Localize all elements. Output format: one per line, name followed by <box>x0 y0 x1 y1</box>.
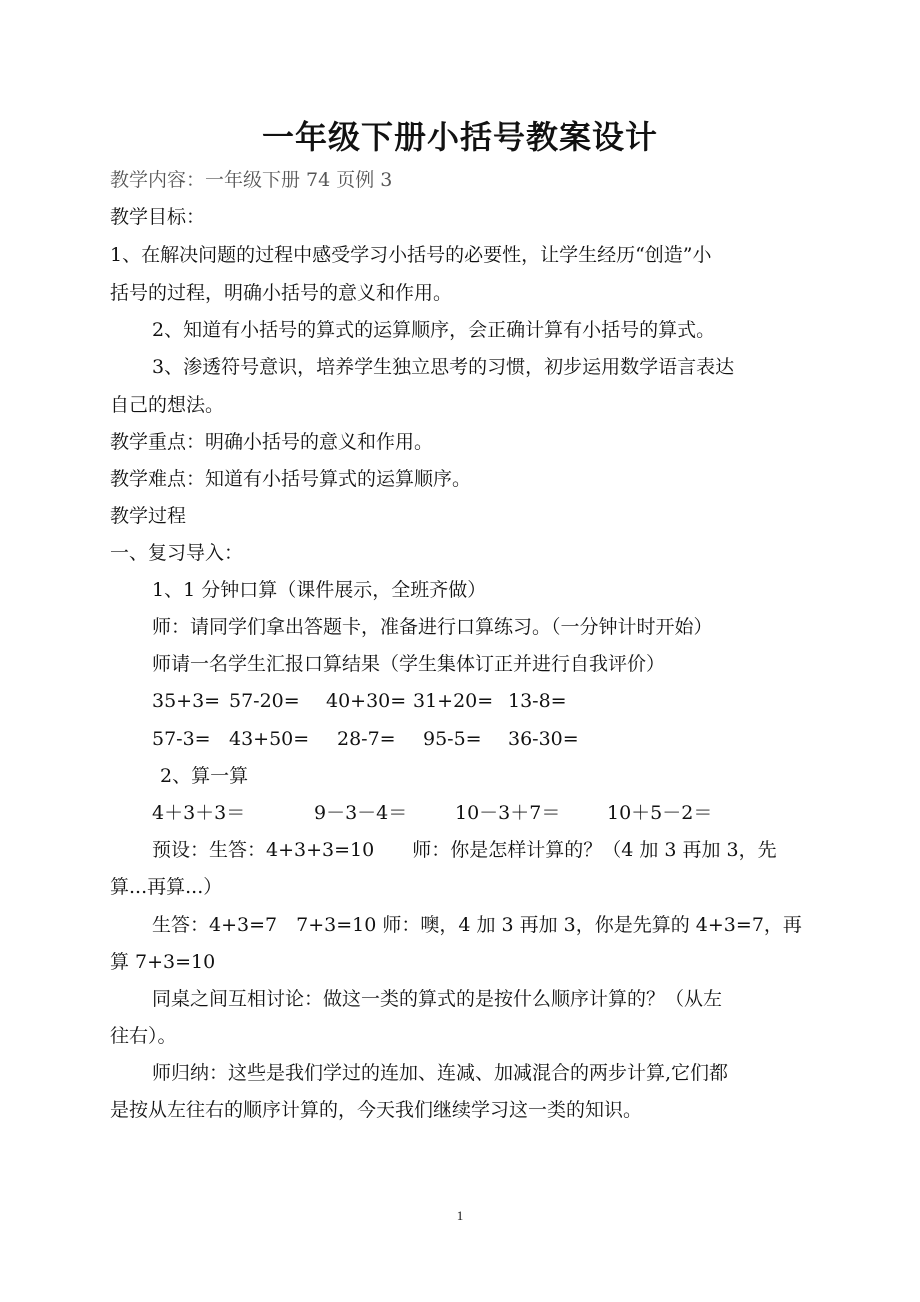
calc-item: 35+3= <box>152 690 221 712</box>
calc-item: 57-3= <box>152 728 211 750</box>
calc-item: 57-20= <box>229 690 300 712</box>
calc-item: 10＋5－2＝ <box>607 802 713 824</box>
calc-item: 28-7= <box>337 728 396 750</box>
goals-heading: 教学目标： <box>110 206 206 228</box>
preset-line-b: 算...再算...） <box>110 876 223 898</box>
discuss-line-a: 同桌之间互相讨论：做这一类的算式的是按什么顺序计算的？（从左 <box>152 988 723 1010</box>
calc-item: 13-8= <box>508 690 567 712</box>
calc-item: 40+30= <box>326 690 407 712</box>
student-line-b: 算 7+3=10 <box>110 951 216 973</box>
goal-3-line-b: 自己的想法。 <box>110 394 225 416</box>
calc-item: 31+20= <box>413 690 494 712</box>
calc-item: 43+50= <box>229 728 310 750</box>
section-1-heading: 一、复习导入： <box>110 542 244 564</box>
item-1-line: 1、1 分钟口算（课件展示，全班齐做） <box>152 579 487 601</box>
calc-item: 36-30= <box>508 728 579 750</box>
summary-line-a: 师归纳：这些是我们学过的连加、连减、加减混合的两步计算,它们都 <box>152 1062 729 1084</box>
calc-item: 4＋3＋3＝ <box>152 802 246 824</box>
calc-item: 95-5= <box>423 728 482 750</box>
student-line-a: 生答：4+3=7 7+3=10 师：噢，4 加 3 再加 3，你是先算的 4+3=7，再 <box>152 914 802 936</box>
goal-1-line-b: 括号的过程，明确小括号的意义和作用。 <box>110 282 453 304</box>
teacher-line-1: 师：请同学们拿出答题卡，准备进行口算练习。（一分钟计时开始） <box>152 616 713 638</box>
goal-1-line-a: 1、在解决问题的过程中感受学习小括号的必要性，让学生经历“创造”小 <box>110 244 712 266</box>
key-point-line: 教学重点：明确小括号的意义和作用。 <box>110 431 434 453</box>
calc-item: 9－3－4＝ <box>314 802 408 824</box>
goal-2-line: 2、知道有小括号的算式的运算顺序，会正确计算有小括号的算式。 <box>152 319 716 341</box>
teaching-content-line: 教学内容：一年级下册 74 页例 3 <box>110 169 393 191</box>
difficulty-line: 教学难点：知道有小括号算式的运算顺序。 <box>110 468 472 490</box>
page-title: 一年级下册小括号教案设计 <box>261 118 658 156</box>
preset-line-a: 预设：生答：4+3+3=10 师：你是怎样计算的？（4 加 3 再加 3，先 <box>152 839 777 861</box>
item-2-line: 2、算一算 <box>160 765 249 787</box>
page-number: 1 <box>456 1208 464 1223</box>
teacher-line-2: 师请一名学生汇报口算结果（学生集体订正并进行自我评价） <box>152 653 666 675</box>
process-heading: 教学过程 <box>110 505 187 527</box>
discuss-line-b: 往右）。 <box>110 1025 177 1047</box>
goal-3-line-a: 3、渗透符号意识，培养学生独立思考的习惯，初步运用数学语言表达 <box>152 356 735 378</box>
calc-item: 10－3＋7＝ <box>455 802 561 824</box>
summary-line-b: 是按从左往右的顺序计算的，今天我们继续学习这一类的知识。 <box>110 1099 643 1121</box>
